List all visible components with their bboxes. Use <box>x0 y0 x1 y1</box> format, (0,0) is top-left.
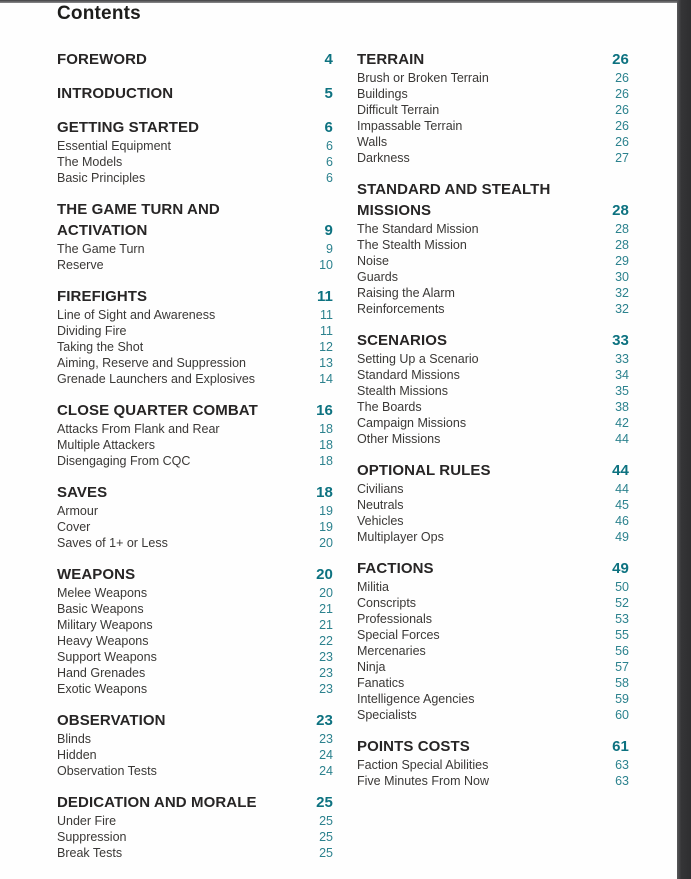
entry-page-number: 49 <box>615 530 629 544</box>
entry-page-number: 21 <box>319 602 333 616</box>
toc-section-header <box>57 710 333 731</box>
entry-page-number: 34 <box>615 368 629 382</box>
entry-title: Stealth Missions <box>357 384 449 398</box>
entry-page-number: 26 <box>615 71 629 85</box>
toc-section-header <box>57 83 333 104</box>
entry-title: Under Fire <box>57 814 117 828</box>
entry-title: Dividing Fire <box>57 324 127 338</box>
entry-title: Guards <box>357 270 398 284</box>
toc-entry <box>57 453 333 469</box>
section-page-number: 9 <box>324 222 333 239</box>
toc-entry <box>57 585 333 601</box>
toc-entry <box>57 138 333 154</box>
toc-entry <box>57 503 333 519</box>
toc-entry <box>57 681 333 697</box>
entry-title: Reserve <box>57 258 104 272</box>
section-page-number: 4 <box>324 51 333 68</box>
entry-page-number: 9 <box>326 242 333 256</box>
entry-title: Melee Weapons <box>57 586 148 600</box>
toc-column-left <box>57 49 333 861</box>
section-page-number: 20 <box>316 566 333 583</box>
entry-title: Mercenaries <box>357 644 426 658</box>
entry-title: Noise <box>357 254 389 268</box>
toc-entry <box>357 627 629 643</box>
entry-page-number: 63 <box>615 774 629 788</box>
section-page-number: 23 <box>316 712 333 729</box>
entry-title: Other Missions <box>357 432 441 446</box>
section-title: FIREFIGHTS <box>57 288 148 305</box>
toc-section <box>357 49 629 166</box>
entry-page-number: 33 <box>615 352 629 366</box>
entry-page-number: 21 <box>319 618 333 632</box>
entry-page-number: 6 <box>326 139 333 153</box>
toc-entry <box>57 649 333 665</box>
toc-entry <box>57 601 333 617</box>
section-page-number: 33 <box>612 332 629 349</box>
entry-page-number: 25 <box>319 846 333 860</box>
entry-title: The Standard Mission <box>357 222 479 236</box>
entry-title: Special Forces <box>357 628 440 642</box>
page-right-edge-shadow <box>677 0 691 879</box>
toc-entry <box>357 611 629 627</box>
section-title: GETTING STARTED <box>57 119 200 136</box>
toc-section <box>57 400 333 469</box>
entry-title: Aiming, Reserve and Suppression <box>57 356 246 370</box>
toc-section <box>357 179 629 317</box>
entry-page-number: 58 <box>615 676 629 690</box>
entry-title: The Stealth Mission <box>357 238 467 252</box>
entry-title: Campaign Missions <box>357 416 467 430</box>
toc-entry <box>57 829 333 845</box>
entry-page-number: 23 <box>319 732 333 746</box>
toc-section <box>57 117 333 186</box>
entry-page-number: 19 <box>319 520 333 534</box>
toc-entry <box>357 675 629 691</box>
entry-page-number: 60 <box>615 708 629 722</box>
entry-page-number: 23 <box>319 682 333 696</box>
entry-page-number: 11 <box>320 324 333 338</box>
toc-entry <box>57 355 333 371</box>
entry-title: Standard Missions <box>357 368 460 382</box>
entry-title: Cover <box>57 520 91 534</box>
section-page-number: 28 <box>612 202 629 219</box>
toc-section-header <box>57 400 333 421</box>
entry-page-number: 24 <box>319 748 333 762</box>
section-title: FACTIONS <box>357 560 434 577</box>
toc-entry <box>57 371 333 387</box>
toc-entry <box>57 535 333 551</box>
toc-section <box>357 736 629 789</box>
toc-section <box>57 286 333 387</box>
entry-title: Line of Sight and Awareness <box>57 308 216 322</box>
entry-page-number: 6 <box>326 155 333 169</box>
toc-entry <box>357 253 629 269</box>
section-page-number: 44 <box>612 462 629 479</box>
toc-entry <box>357 102 629 118</box>
entry-page-number: 32 <box>615 286 629 300</box>
entry-page-number: 19 <box>319 504 333 518</box>
toc-section-header <box>57 286 333 307</box>
entry-title: Multiple Attackers <box>57 438 155 452</box>
toc-entry <box>357 134 629 150</box>
toc-section-header <box>357 330 629 351</box>
toc-entry <box>57 421 333 437</box>
entry-page-number: 26 <box>615 103 629 117</box>
toc-columns <box>57 49 629 861</box>
entry-title: The Boards <box>357 400 422 414</box>
page-title: Contents <box>57 3 141 24</box>
entry-title: The Game Turn <box>57 242 145 256</box>
section-title: OBSERVATION <box>57 712 166 729</box>
toc-entry <box>357 513 629 529</box>
section-page-number: 49 <box>612 560 629 577</box>
entry-title: The Models <box>57 155 123 169</box>
entry-title: Fanatics <box>357 676 405 690</box>
entry-title: Break Tests <box>57 846 123 860</box>
toc-entry <box>57 257 333 273</box>
entry-title: Basic Principles <box>57 171 146 185</box>
entry-page-number: 6 <box>326 171 333 185</box>
toc-section <box>57 564 333 697</box>
toc-entry <box>57 339 333 355</box>
toc-entry <box>357 497 629 513</box>
entry-page-number: 29 <box>615 254 629 268</box>
section-page-number: 16 <box>316 402 333 419</box>
toc-entry <box>357 643 629 659</box>
entry-title: Military Weapons <box>57 618 153 632</box>
section-title: POINTS COSTS <box>357 738 470 755</box>
toc-entry <box>357 529 629 545</box>
entry-title: Specialists <box>357 708 417 722</box>
toc-entry <box>57 437 333 453</box>
toc-entry <box>357 118 629 134</box>
section-page-number: 25 <box>316 794 333 811</box>
section-page-number: 11 <box>316 288 333 305</box>
entry-page-number: 23 <box>319 666 333 680</box>
entry-title: Heavy Weapons <box>57 634 149 648</box>
entry-page-number: 25 <box>319 814 333 828</box>
entry-title: Professionals <box>357 612 433 626</box>
entry-title: Basic Weapons <box>57 602 144 616</box>
entry-title: Darkness <box>357 151 410 165</box>
entry-page-number: 38 <box>615 400 629 414</box>
entry-title: Disengaging From CQC <box>57 454 191 468</box>
toc-entry <box>357 285 629 301</box>
entry-title: Buildings <box>357 87 408 101</box>
toc-section <box>357 460 629 545</box>
entry-title: Suppression <box>57 830 127 844</box>
toc-entry <box>57 617 333 633</box>
toc-section <box>57 83 333 104</box>
entry-page-number: 44 <box>615 432 629 446</box>
entry-page-number: 53 <box>615 612 629 626</box>
entry-page-number: 23 <box>319 650 333 664</box>
entry-page-number: 28 <box>615 222 629 236</box>
entry-page-number: 26 <box>615 135 629 149</box>
entry-page-number: 18 <box>319 438 333 452</box>
section-title: STANDARD AND STEALTH MISSIONS <box>357 181 551 219</box>
toc-entry <box>357 221 629 237</box>
entry-title: Hand Grenades <box>57 666 146 680</box>
entry-page-number: 20 <box>319 536 333 550</box>
entry-title: Brush or Broken Terrain <box>357 71 489 85</box>
entry-page-number: 25 <box>319 830 333 844</box>
toc-entry <box>357 707 629 723</box>
entry-page-number: 28 <box>615 238 629 252</box>
entry-title: Five Minutes From Now <box>357 774 489 788</box>
toc-entry <box>57 845 333 861</box>
entry-title: Grenade Launchers and Explosives <box>57 372 256 386</box>
toc-entry <box>357 399 629 415</box>
entry-page-number: 35 <box>615 384 629 398</box>
entry-page-number: 57 <box>615 660 629 674</box>
toc-entry <box>57 731 333 747</box>
toc-section <box>357 558 629 723</box>
toc-column-right <box>357 49 629 861</box>
toc-entry <box>357 237 629 253</box>
section-title: TERRAIN <box>357 51 425 68</box>
entry-page-number: 26 <box>615 87 629 101</box>
section-title: OPTIONAL RULES <box>357 462 491 479</box>
toc-section-header <box>357 179 629 221</box>
section-title: CLOSE QUARTER COMBAT <box>57 402 258 419</box>
entry-title: Conscripts <box>357 596 417 610</box>
entry-page-number: 13 <box>319 356 333 370</box>
section-page-number: 6 <box>324 119 333 136</box>
entry-page-number: 44 <box>615 482 629 496</box>
toc-section <box>57 710 333 779</box>
toc-entry <box>357 757 629 773</box>
entry-title: Raising the Alarm <box>357 286 455 300</box>
entry-page-number: 52 <box>615 596 629 610</box>
entry-page-number: 20 <box>319 586 333 600</box>
entry-title: Impassable Terrain <box>357 119 463 133</box>
toc-entry <box>357 86 629 102</box>
entry-page-number: 22 <box>319 634 333 648</box>
toc-entry <box>57 665 333 681</box>
toc-section <box>57 199 333 273</box>
entry-page-number: 30 <box>615 270 629 284</box>
section-title: SAVES <box>57 484 108 501</box>
entry-title: Saves of 1+ or Less <box>57 536 168 550</box>
toc-entry <box>357 367 629 383</box>
section-title: SCENARIOS <box>357 332 448 349</box>
toc-section-header <box>57 49 333 70</box>
entry-title: Militia <box>357 580 389 594</box>
entry-title: Taking the Shot <box>57 340 144 354</box>
toc-entry <box>357 579 629 595</box>
toc-entry <box>357 70 629 86</box>
toc-section <box>57 482 333 551</box>
toc-entry <box>57 747 333 763</box>
toc-section-header <box>357 736 629 757</box>
entry-title: Reinforcements <box>357 302 445 316</box>
section-title: THE GAME TURN AND ACTIVATION <box>57 201 220 239</box>
entry-page-number: 10 <box>319 258 333 272</box>
entry-page-number: 55 <box>615 628 629 642</box>
entry-title: Civilians <box>357 482 404 496</box>
toc-section <box>57 792 333 861</box>
entry-page-number: 59 <box>615 692 629 706</box>
entry-title: Essential Equipment <box>57 139 171 153</box>
entry-page-number: 24 <box>319 764 333 778</box>
toc-entry <box>57 307 333 323</box>
entry-page-number: 12 <box>319 340 333 354</box>
entry-page-number: 32 <box>615 302 629 316</box>
toc-entry <box>357 150 629 166</box>
toc-entry <box>57 633 333 649</box>
toc-entry <box>357 383 629 399</box>
toc-entry <box>357 269 629 285</box>
toc-entry <box>57 154 333 170</box>
section-title: FOREWORD <box>57 51 147 68</box>
toc-entry <box>57 241 333 257</box>
toc-section-header <box>357 558 629 579</box>
entry-page-number: 18 <box>319 454 333 468</box>
toc-section-header <box>357 460 629 481</box>
contents-page-body <box>57 3 629 861</box>
toc-entry <box>357 773 629 789</box>
entry-title: Walls <box>357 135 388 149</box>
toc-entry <box>357 659 629 675</box>
section-title: WEAPONS <box>57 566 136 583</box>
toc-section-header <box>57 792 333 813</box>
entry-page-number: 27 <box>615 151 629 165</box>
entry-title: Exotic Weapons <box>57 682 148 696</box>
entry-title: Hidden <box>57 748 97 762</box>
entry-page-number: 11 <box>320 308 333 322</box>
toc-entry <box>57 519 333 535</box>
entry-title: Blinds <box>57 732 92 746</box>
toc-entry <box>57 323 333 339</box>
entry-title: Ninja <box>357 660 386 674</box>
entry-title: Setting Up a Scenario <box>357 352 479 366</box>
entry-title: Multiplayer Ops <box>357 530 444 544</box>
entry-page-number: 42 <box>615 416 629 430</box>
entry-page-number: 56 <box>615 644 629 658</box>
entry-page-number: 26 <box>615 119 629 133</box>
section-title: DEDICATION AND MORALE <box>57 794 257 811</box>
toc-entry <box>357 481 629 497</box>
toc-entry <box>357 431 629 447</box>
entry-title: Support Weapons <box>57 650 157 664</box>
section-title: INTRODUCTION <box>57 85 174 102</box>
entry-title: Armour <box>57 504 98 518</box>
section-page-number: 18 <box>316 484 333 501</box>
toc-section-header <box>57 117 333 138</box>
entry-title: Intelligence Agencies <box>357 692 475 706</box>
toc-section-header <box>357 49 629 70</box>
toc-entry <box>357 691 629 707</box>
toc-entry <box>57 813 333 829</box>
toc-section <box>57 49 333 70</box>
entry-page-number: 46 <box>615 514 629 528</box>
section-page-number: 5 <box>324 85 333 102</box>
toc-section <box>357 330 629 447</box>
toc-entry <box>57 763 333 779</box>
toc-entry <box>357 595 629 611</box>
toc-section-header <box>57 482 333 503</box>
entry-title: Faction Special Abilities <box>357 758 489 772</box>
toc-entry <box>357 301 629 317</box>
entry-page-number: 63 <box>615 758 629 772</box>
toc-entry <box>357 351 629 367</box>
entry-title: Observation Tests <box>57 764 157 778</box>
toc-section-header <box>57 564 333 585</box>
entry-page-number: 50 <box>615 580 629 594</box>
entry-title: Vehicles <box>357 514 404 528</box>
entry-page-number: 18 <box>319 422 333 436</box>
entry-page-number: 14 <box>319 372 333 386</box>
toc-entry <box>357 415 629 431</box>
section-page-number: 26 <box>612 51 629 68</box>
toc-section-header <box>57 199 333 241</box>
toc-entry <box>57 170 333 186</box>
entry-title: Attacks From Flank and Rear <box>57 422 220 436</box>
section-page-number: 61 <box>612 738 629 755</box>
entry-page-number: 45 <box>615 498 629 512</box>
entry-title: Difficult Terrain <box>357 103 440 117</box>
entry-title: Neutrals <box>357 498 404 512</box>
